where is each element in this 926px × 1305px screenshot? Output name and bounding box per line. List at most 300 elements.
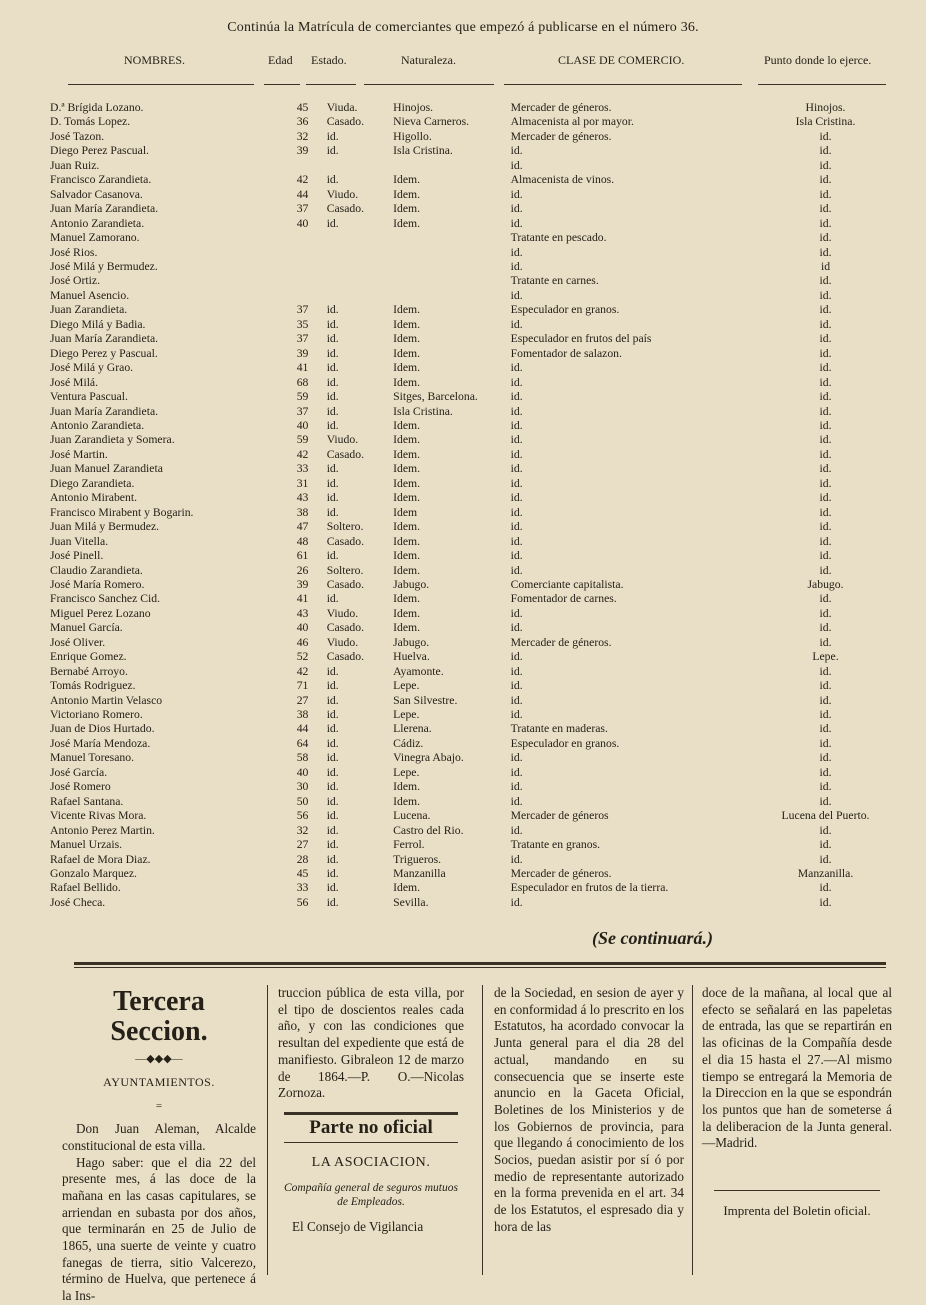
row-place: id.	[819, 679, 832, 693]
table-row	[50, 506, 898, 520]
row-name: José Milá.	[50, 375, 99, 389]
row-status: id.	[326, 346, 339, 360]
row-place: id.	[819, 592, 832, 606]
row-age: 36	[296, 115, 309, 129]
row-age	[278, 159, 326, 173]
row-age: 38	[296, 708, 309, 722]
table-row	[50, 708, 898, 722]
row-origin	[393, 289, 504, 303]
row-name: Claudio Zarandieta.	[50, 563, 143, 577]
row-class: Especulador en frutos del país	[510, 332, 652, 346]
row-origin: Higollo.	[393, 129, 432, 143]
row-place: id.	[819, 144, 832, 158]
row-class: Tratante en maderas.	[510, 722, 608, 736]
row-origin: Castro del Rio.	[393, 823, 464, 837]
row-name: José Rios.	[50, 245, 98, 259]
row-class: id.	[510, 491, 523, 505]
row-origin: Idem	[393, 505, 418, 519]
table-row	[50, 115, 898, 129]
row-name: Diego Perez y Pascual.	[50, 346, 158, 360]
row-name: Francisco Mirabent y Bogarin.	[50, 505, 194, 519]
row-status: id.	[326, 476, 339, 490]
row-place: id.	[819, 447, 832, 461]
row-age: 64	[296, 736, 309, 750]
row-name: Victoriano Romero.	[50, 708, 143, 722]
row-status: id.	[326, 418, 339, 432]
row-status: Soltero.	[326, 563, 364, 577]
table-row	[50, 159, 898, 173]
row-origin: Idem.	[393, 794, 421, 808]
row-name: Juan María Zarandieta.	[50, 202, 159, 216]
table-row	[50, 722, 898, 736]
row-name: José Milá y Bermudez.	[50, 259, 158, 273]
row-name: José Martin.	[50, 447, 108, 461]
row-name: José Milá y Grao.	[50, 361, 134, 375]
ornament-rule: —◆◆◆—	[135, 1053, 183, 1065]
row-status: id.	[326, 852, 339, 866]
row-origin: Idem.	[393, 173, 421, 187]
row-class: Mercader de géneros.	[510, 129, 612, 143]
row-origin: Idem.	[393, 433, 421, 447]
row-name: José Checa.	[50, 895, 106, 909]
row-name: D. Tomás Lopez.	[50, 115, 131, 129]
row-class: id.	[510, 418, 523, 432]
row-age: 42	[296, 173, 309, 187]
row-place: id.	[819, 852, 832, 866]
row-age: 71	[296, 679, 309, 693]
row-age: 41	[296, 361, 309, 375]
row-name: José Romero	[50, 780, 111, 794]
row-origin: Idem.	[393, 621, 421, 635]
row-class: id.	[510, 534, 523, 548]
row-origin: Manzanilla	[393, 867, 446, 881]
table-row	[50, 246, 898, 260]
row-age: 45	[296, 867, 309, 881]
row-class: id.	[510, 650, 523, 664]
part-title: Parte no oficial	[284, 1112, 458, 1143]
table-row	[50, 491, 898, 505]
row-place: Jabugo.	[807, 577, 844, 591]
row-age: 27	[296, 693, 309, 707]
row-age: 40	[296, 216, 309, 230]
row-status: id.	[326, 462, 339, 476]
table-row	[50, 448, 898, 462]
row-status: id.	[326, 404, 339, 418]
row-status: Casado.	[326, 447, 365, 461]
row-place: id.	[819, 433, 832, 447]
row-status: id.	[326, 332, 339, 346]
row-age: 39	[296, 346, 309, 360]
row-age: 43	[296, 606, 309, 620]
row-name: Antonio Martin Velasco	[50, 693, 163, 707]
row-name: Antonio Mirabent.	[50, 491, 137, 505]
text-column-4	[702, 985, 892, 1220]
row-place: id.	[819, 606, 832, 620]
row-place: id.	[819, 390, 832, 404]
row-class: id.	[510, 765, 523, 779]
row-name: Antonio Zarandieta.	[50, 216, 145, 230]
row-name: Juan Zarandieta y Somera.	[50, 433, 175, 447]
row-place: id.	[819, 794, 832, 808]
row-status: id.	[326, 693, 339, 707]
row-name: Francisco Zarandieta.	[50, 173, 152, 187]
row-class: id.	[510, 375, 523, 389]
row-place: Lucena del Puerto.	[781, 809, 870, 823]
row-place: id.	[819, 274, 832, 288]
row-name: Rafael Bellido.	[50, 881, 121, 895]
row-age: 37	[296, 202, 309, 216]
row-class: id.	[510, 823, 523, 837]
row-origin: Isla Cristina.	[393, 144, 453, 158]
row-status: id.	[326, 765, 339, 779]
association-notice-end: doce de la mañana, al local que al efecto se señalará en las papeletas de entrada, las que se repartirán en las oficinas de la Compañía desde el dia 15 hasta el 27.—Al mismo tiempo se entregará la Memoria de la Direccion en la que se espondrán los puntos que han de someterse á la deliberacion de la Junta general.—Madrid.	[702, 985, 892, 1151]
row-origin: Vinegra Abajo.	[393, 751, 464, 765]
row-class: id.	[510, 505, 523, 519]
row-origin: Idem.	[393, 606, 421, 620]
row-name: Juan María Zarandieta.	[50, 404, 159, 418]
row-origin: Lepe.	[393, 679, 420, 693]
row-origin: Idem.	[393, 462, 421, 476]
row-age: 40	[296, 418, 309, 432]
row-age: 44	[296, 187, 309, 201]
row-place: id.	[819, 231, 832, 245]
row-status: id.	[326, 664, 339, 678]
row-place: id.	[819, 129, 832, 143]
row-origin: Idem.	[393, 418, 421, 432]
row-age: 52	[296, 650, 309, 664]
notice-opening: Don Juan Aleman, Alcalde constitucional de esta villa.	[62, 1121, 256, 1153]
row-status: id.	[326, 505, 339, 519]
row-age: 42	[296, 447, 309, 461]
row-name: Juan Vitella.	[50, 534, 109, 548]
row-class: id.	[510, 202, 523, 216]
row-age: 50	[296, 794, 309, 808]
table-row	[50, 274, 898, 288]
row-name: Diego Perez Pascual.	[50, 144, 149, 158]
row-name: Tomás Rodriguez.	[50, 679, 136, 693]
row-status: id.	[326, 722, 339, 736]
table-row	[50, 838, 898, 852]
table-row	[50, 477, 898, 491]
row-place: id.	[819, 520, 832, 534]
row-place: id.	[819, 708, 832, 722]
table-row	[50, 737, 898, 751]
row-class: id.	[510, 606, 523, 620]
association-title: LA ASOCIACION.	[311, 1154, 431, 1170]
row-class: Fomentador de salazon.	[510, 346, 622, 360]
row-class: id.	[510, 563, 523, 577]
row-place: id.	[819, 216, 832, 230]
row-place: id.	[819, 780, 832, 794]
table-row	[50, 361, 898, 375]
row-status: id.	[326, 491, 339, 505]
row-name: José María Mendoza.	[50, 736, 151, 750]
row-age: 59	[296, 390, 309, 404]
row-origin: Idem.	[393, 447, 421, 461]
row-age: 31	[296, 476, 309, 490]
row-age: 42	[296, 664, 309, 678]
row-class: id.	[510, 476, 523, 490]
row-origin: Idem.	[393, 375, 421, 389]
table-row	[50, 621, 898, 635]
row-name: José Tazon.	[50, 129, 105, 143]
row-class: id.	[510, 462, 523, 476]
row-origin: Sitges, Barcelona.	[393, 390, 478, 404]
row-place: id.	[819, 881, 832, 895]
column-divider	[267, 985, 268, 1275]
row-age: 27	[296, 838, 309, 852]
row-status	[327, 231, 393, 245]
row-name: José Oliver.	[50, 635, 106, 649]
row-status: id.	[326, 881, 339, 895]
row-status: id.	[326, 144, 339, 158]
row-age	[278, 289, 326, 303]
row-origin: Idem.	[393, 346, 421, 360]
row-status: id.	[326, 751, 339, 765]
row-class: id.	[510, 794, 523, 808]
row-age: 43	[296, 491, 309, 505]
row-origin: Ayamonte.	[393, 664, 444, 678]
row-place: id.	[819, 722, 832, 736]
table-row	[50, 462, 898, 476]
row-origin: Idem.	[393, 317, 421, 331]
row-class: id.	[510, 433, 523, 447]
row-origin: Huelva.	[393, 650, 430, 664]
row-place: id.	[819, 838, 832, 852]
row-place: id.	[819, 187, 832, 201]
table-row	[50, 766, 898, 780]
row-age: 41	[296, 592, 309, 606]
row-class: id.	[510, 144, 523, 158]
table-row	[50, 607, 898, 621]
table-row	[50, 347, 898, 361]
row-place: Lepe.	[812, 650, 839, 664]
row-age	[278, 231, 326, 245]
row-class: id.	[510, 361, 523, 375]
row-class: id.	[510, 187, 523, 201]
row-name: Manuel García.	[50, 621, 123, 635]
table-row	[50, 694, 898, 708]
row-name: Juan Zarandieta.	[50, 303, 128, 317]
row-age: 59	[296, 433, 309, 447]
row-status: id.	[326, 736, 339, 750]
list-title: Continúa la Matrícula de comerciantes que empezó á publicarse en el número 36.	[227, 20, 699, 35]
row-origin: Idem.	[393, 491, 421, 505]
row-age	[278, 246, 326, 260]
row-status: Casado.	[326, 621, 365, 635]
row-status: Viuda.	[326, 101, 358, 114]
row-name: Ventura Pascual.	[50, 390, 128, 404]
row-origin: Lepe.	[393, 708, 420, 722]
header-rule	[364, 84, 494, 85]
row-status: Viudo.	[326, 433, 359, 447]
header-rule	[68, 84, 254, 85]
row-status	[327, 274, 393, 288]
section-subtitle: AYUNTAMIENTOS.	[103, 1074, 215, 1089]
row-age: 35	[296, 317, 309, 331]
row-name: José García.	[50, 765, 108, 779]
row-name: Juan María Zarandieta.	[50, 332, 159, 346]
header-rule	[264, 84, 300, 85]
row-origin: Idem.	[393, 216, 421, 230]
row-origin: Trigueros.	[393, 852, 442, 866]
row-place: id	[820, 259, 831, 273]
row-place: id.	[819, 664, 832, 678]
row-class: id.	[510, 447, 523, 461]
table-row	[50, 549, 898, 563]
row-name: José Pinell.	[50, 549, 104, 563]
table-row	[50, 376, 898, 390]
row-class: Mercader de géneros.	[510, 867, 612, 881]
row-class: id.	[510, 549, 523, 563]
table-row	[50, 231, 898, 245]
row-place: id.	[819, 693, 832, 707]
text-column-2	[278, 985, 464, 1236]
table-row	[50, 665, 898, 679]
table-row	[50, 303, 898, 317]
table-row	[50, 853, 898, 867]
row-status	[327, 246, 393, 260]
row-place: id.	[819, 751, 832, 765]
merchant-rows	[50, 101, 898, 910]
row-place: id.	[819, 491, 832, 505]
row-place: id.	[819, 202, 832, 216]
table-row	[50, 202, 898, 216]
column-header-names: NOMBRES.	[124, 53, 186, 67]
table-row	[50, 592, 898, 606]
row-origin: Idem.	[393, 534, 421, 548]
row-status: Casado.	[326, 650, 365, 664]
column-header-origin: Naturaleza.	[401, 53, 456, 67]
table-row	[50, 650, 898, 664]
row-status: Casado.	[326, 577, 365, 591]
table-row	[50, 679, 898, 693]
row-name: Miguel Perez Lozano	[50, 606, 151, 620]
row-origin	[393, 231, 504, 245]
notice-body: Hago saber: que el dia 22 del presente mes, á las doce de la mañana en las casas capitulares, se arriendan en subasta por dos años, que terminarán en 25 de Julio de 1865, una suerte de veinte y cuatro fanegas de tierra, sitio Valcerezo, término de Huelva, que pertenece á la Ins-	[62, 1154, 256, 1304]
row-status	[327, 260, 393, 274]
column-header-status: Estado.	[311, 53, 347, 67]
row-place: id.	[819, 361, 832, 375]
row-status: Casado.	[326, 202, 365, 216]
row-class: id.	[510, 520, 523, 534]
row-place: id.	[819, 317, 832, 331]
row-origin: Idem.	[393, 187, 421, 201]
merchant-register-table	[50, 101, 898, 910]
row-age: 61	[296, 549, 309, 563]
row-age: 33	[296, 881, 309, 895]
row-origin: Isla Cristina.	[393, 404, 453, 418]
row-name: José Ortiz.	[50, 274, 100, 288]
row-class: id.	[510, 288, 523, 302]
row-place: id.	[819, 765, 832, 779]
row-origin	[393, 260, 504, 274]
row-place: id.	[819, 476, 832, 490]
table-row	[50, 101, 898, 115]
row-place: id.	[819, 288, 832, 302]
notice-continuation: truccion pública de esta villa, por el tipo de doscientos reales cada año, y con las condiciones que resultan del expediente que está de manifiesto. Gibraleon 12 de marzo de 1864.—P. O.—Nicolas Zornoza.	[278, 985, 464, 1101]
row-status: Viudo.	[326, 187, 359, 201]
row-status: id.	[326, 867, 339, 881]
row-class: Mercader de géneros.	[510, 635, 612, 649]
row-origin: Idem.	[393, 202, 421, 216]
row-status: id.	[326, 809, 339, 823]
row-class: Comerciante capitalista.	[510, 577, 624, 591]
row-place: id.	[819, 158, 832, 172]
row-origin: Jabugo.	[393, 577, 430, 591]
row-status: id.	[326, 895, 339, 909]
row-age: 39	[296, 144, 309, 158]
row-age: 45	[296, 101, 309, 114]
row-age: 48	[296, 534, 309, 548]
row-age: 30	[296, 780, 309, 794]
table-row	[50, 390, 898, 404]
table-row	[50, 751, 898, 765]
row-class: Especulador en granos.	[510, 303, 620, 317]
header-rule	[504, 84, 742, 85]
table-row	[50, 636, 898, 650]
row-age: 33	[296, 462, 309, 476]
row-name: Manuel Toresano.	[50, 751, 135, 765]
row-place: id.	[819, 332, 832, 346]
row-origin	[393, 274, 504, 288]
row-status: Casado.	[326, 115, 365, 129]
row-status: Viudo.	[326, 635, 359, 649]
row-status: Casado.	[326, 534, 365, 548]
row-place: id.	[819, 736, 832, 750]
table-row	[50, 332, 898, 346]
table-row	[50, 289, 898, 303]
row-class: id.	[510, 390, 523, 404]
row-age: 68	[296, 375, 309, 389]
column-header-class: CLASE DE COMERCIO.	[558, 53, 685, 67]
row-origin: Lepe.	[393, 765, 420, 779]
row-name: Antonio Zarandieta.	[50, 418, 145, 432]
row-place: id.	[819, 534, 832, 548]
ornament-dash: =	[155, 1100, 163, 1113]
imprint-rule	[714, 1190, 880, 1191]
row-origin: Idem.	[393, 361, 421, 375]
row-origin: Ferrol.	[393, 838, 425, 852]
row-name: D.ª Brígida Lozano.	[50, 101, 144, 114]
table-row	[50, 260, 898, 274]
row-name: Juan de Dios Hurtado.	[50, 722, 155, 736]
row-status	[327, 289, 393, 303]
row-age: 44	[296, 722, 309, 736]
row-place: id.	[819, 418, 832, 432]
row-class: id.	[510, 895, 523, 909]
row-age: 40	[296, 765, 309, 779]
row-name: Manuel Asencio.	[50, 288, 130, 302]
row-name: Juan Manuel Zarandieta	[50, 462, 163, 476]
row-status: id.	[326, 708, 339, 722]
column-divider	[692, 985, 693, 1275]
table-row	[50, 809, 898, 823]
section-divider	[74, 962, 886, 965]
row-age	[278, 260, 326, 274]
row-class: id.	[510, 693, 523, 707]
row-status: id.	[326, 317, 339, 331]
row-age: 56	[296, 895, 309, 909]
table-row	[50, 896, 898, 910]
row-origin: Llerena.	[393, 722, 432, 736]
header-rule	[758, 84, 886, 85]
table-row	[50, 144, 898, 158]
row-age: 47	[296, 520, 309, 534]
row-place: id.	[819, 505, 832, 519]
row-origin: Idem.	[393, 549, 421, 563]
row-age	[278, 274, 326, 288]
